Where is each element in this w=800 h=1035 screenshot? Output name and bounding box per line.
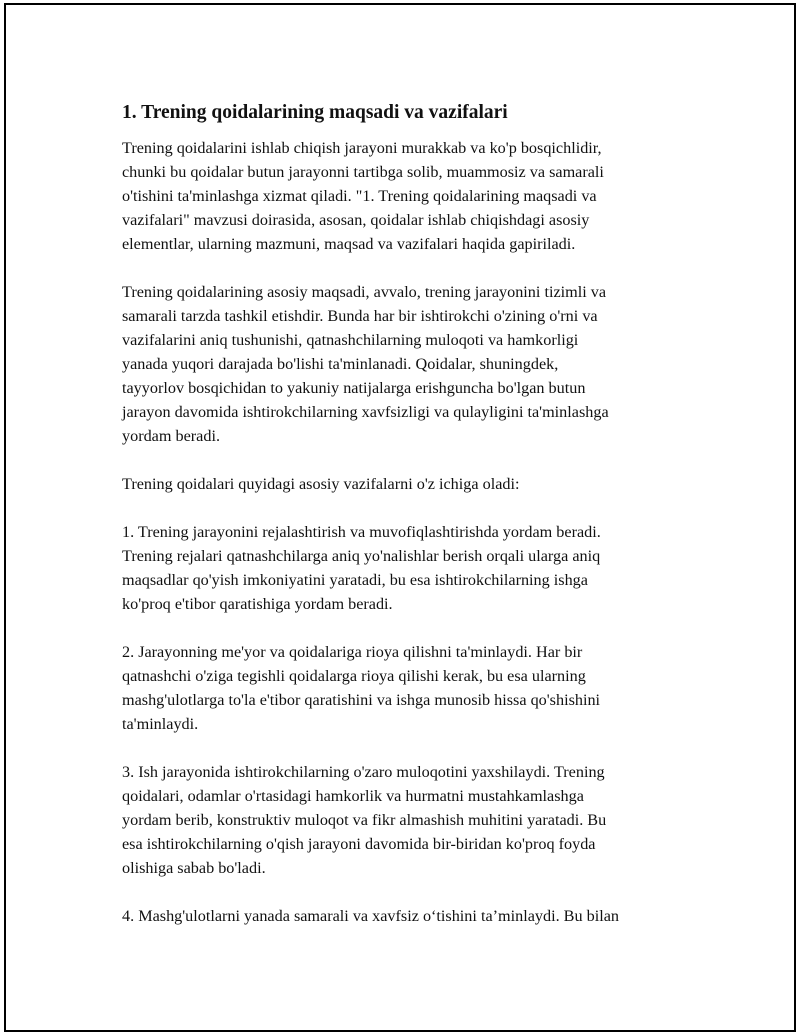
list-item-task-1: 1. Trening jarayonini rejalashtirish va muvofiqlashtirishda yordam beradi. Trening rejalari qatnashchilarga aniq yo'nalishlar berish orqali ularga aniq maqsadlar qo'yish imkoniyatini yaratadi, bu esa ishtirokchilarning ishga ko'proq e'tibor qaratishiga yordam beradi. xyxy=(122,523,601,613)
list-item-task-4: 4. Mashg'ulotlarni yanada samarali va xavfsiz o‘tishini ta’minlaydi. Bu bilan xyxy=(122,907,619,925)
section-heading: 1. Trening qoidalarining maqsadi va vazifalari xyxy=(122,102,508,123)
document-body xyxy=(122,101,702,952)
paragraph-main-goal: Trening qoidalarining asosiy maqsadi, avvalo, trening jarayonini tizimli va samarali tarzda tashkil etishdir. Bunda har bir ishtirokchi o'zining o'rni va vazifalarini aniq tushunishi, qatnashchilarning muloqoti va hamkorligi yanada yuqori darajada bo'lishi ta'minlanadi. Qoidalar, shuningdek, tayyorlov bosqichidan to yakuniy natijalarga erishguncha bo'lgan butun jarayon davomida ishtirokchilarning xavfsizligi va qulayligini ta'minlashga yordam beradi. xyxy=(122,283,609,445)
paragraph-tasks-intro: Trening qoidalari quyidagi asosiy vazifalarni o'z ichiga oladi: xyxy=(122,475,520,493)
list-item-task-2: 2. Jarayonning me'yor va qoidalariga rioya qilishni ta'minlaydi. Har bir qatnashchi o'ziga tegishli qoidalarga rioya qilishi kerak, bu esa ularning mashg'ulotlarga to'la e'tibor qaratishini va ishga munosib hissa qo'shishini ta'minlaydi. xyxy=(122,643,601,733)
paragraph-intro: Trening qoidalarini ishlab chiqish jarayoni murakkab va ko'p bosqichlidir, chunki bu qoidalar butun jarayonni tartibga solib, muammosiz va samarali o'tishini ta'minlashga xizmat qiladi. "1. Trening qoidalarining maqsadi va vazifalari" mavzusi doirasida, asosan, qoidalar ishlab chiqishdagi asosiy elementlar, ularning mazmuni, maqsad va vazifalari haqida gapiriladi. xyxy=(122,139,604,253)
list-item-task-3: 3. Ish jarayonida ishtirokchilarning o'zaro muloqotini yaxshilaydi. Trening qoidalari, odamlar o'rtasidagi hamkorlik va hurmatni mustahkamlashga yordam berib, konstruktiv muloqot va fikr almashish muhitini yaratadi. Bu esa ishtirokchilarning o'qish jarayoni davomida bir-biridan ko'proq foyda olishiga sabab bo'ladi. xyxy=(122,763,607,877)
page-frame xyxy=(4,3,796,1032)
